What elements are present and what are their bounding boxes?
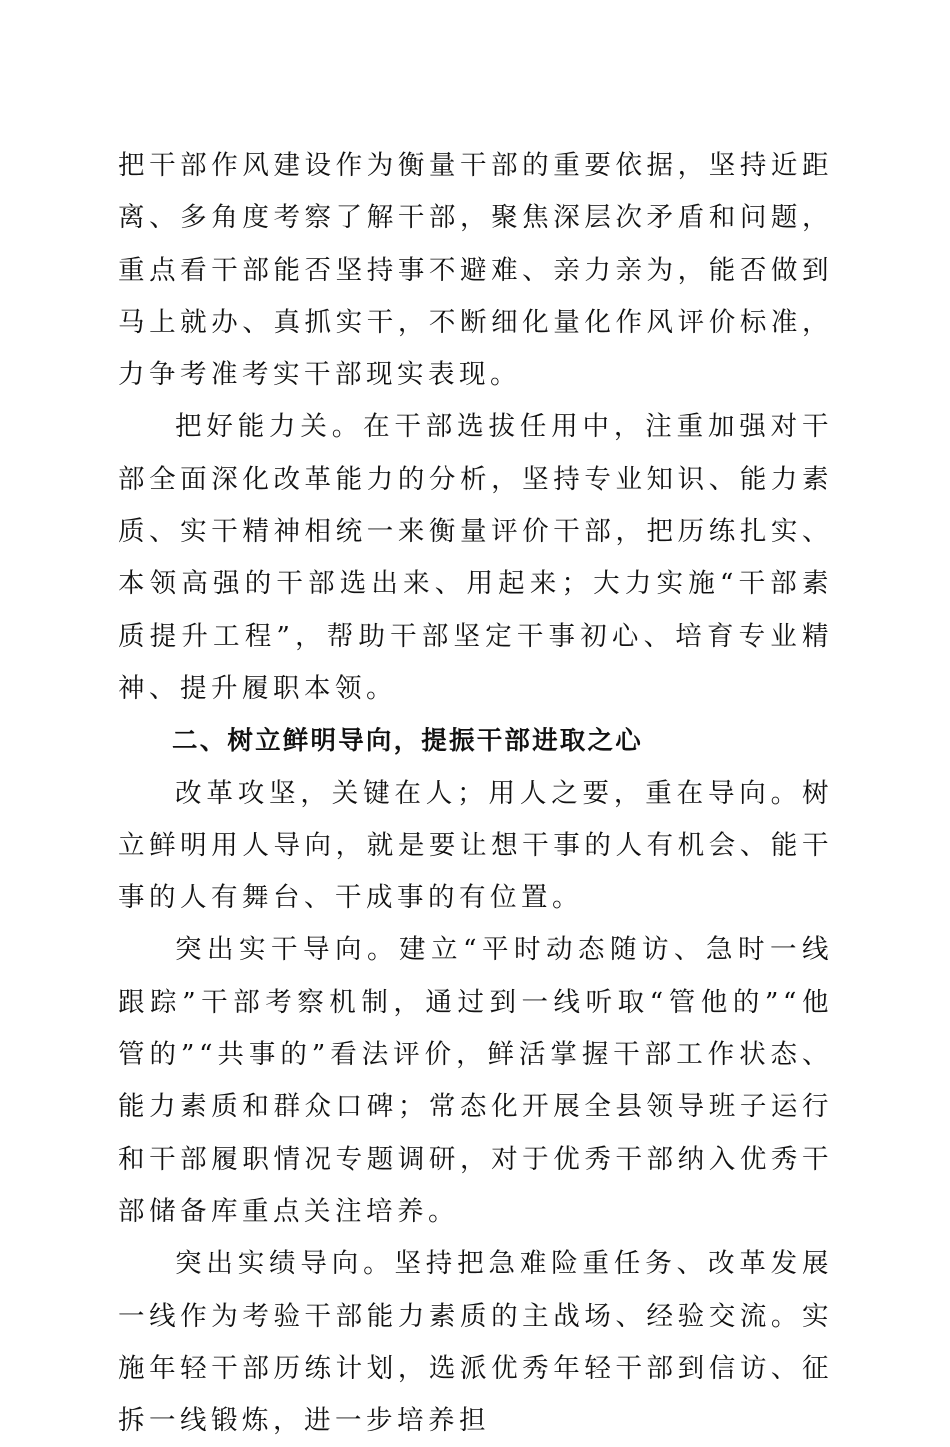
paragraph-reform: 改革攻坚，关键在人；用人之要，重在导向。树立鲜明用人导向，就是要让想干事的人有机会、能干事的人有舞台、干成事的有位置。	[118, 777, 833, 914]
paragraph-continuation: 把干部作风建设作为衡量干部的重要依据，坚持近距离、多角度考察了解干部，聚焦深层次矛盾和问题，重点看干部能否坚持事不避难、亲力亲为，能否做到马上就办、真抓实干，不断细化量化作风评价标准，力争考准考实干部现实表现。	[118, 150, 833, 391]
document-body	[118, 140, 833, 1447]
paragraph-ability: 把好能力关。在干部选拔任用中，注重加强对干部全面深化改革能力的分析，坚持专业知识、能力素质、实干精神相统一来衡量评价干部，把历练扎实、本领高强的干部选出来、用起来；大力实施“干部素质提升工程”，帮助干部坚定干事初心、培育专业精神、提升履职本领。	[118, 411, 833, 704]
paragraph-performance-orientation: 突出实绩导向。坚持把急难险重任务、改革发展一线作为考验干部能力素质的主战场、经验交流。实施年轻干部历练计划，选派优秀年轻干部到信访、征拆一线锻炼，进一步培养担	[118, 1248, 833, 1437]
section-heading: 二、树立鲜明导向，提振干部进取之心	[172, 726, 643, 757]
paragraph-practical-orientation: 突出实干导向。建立“平时动态随访、急时一线跟踪”干部考察机制，通过到一线听取“管他的”“他管的”“共事的”看法评价，鲜活掌握干部工作状态、能力素质和群众口碑；常态化开展全县领导班子运行和干部履职情况专题调研，对于优秀干部纳入优秀干部储备库重点关注培养。	[118, 934, 833, 1227]
